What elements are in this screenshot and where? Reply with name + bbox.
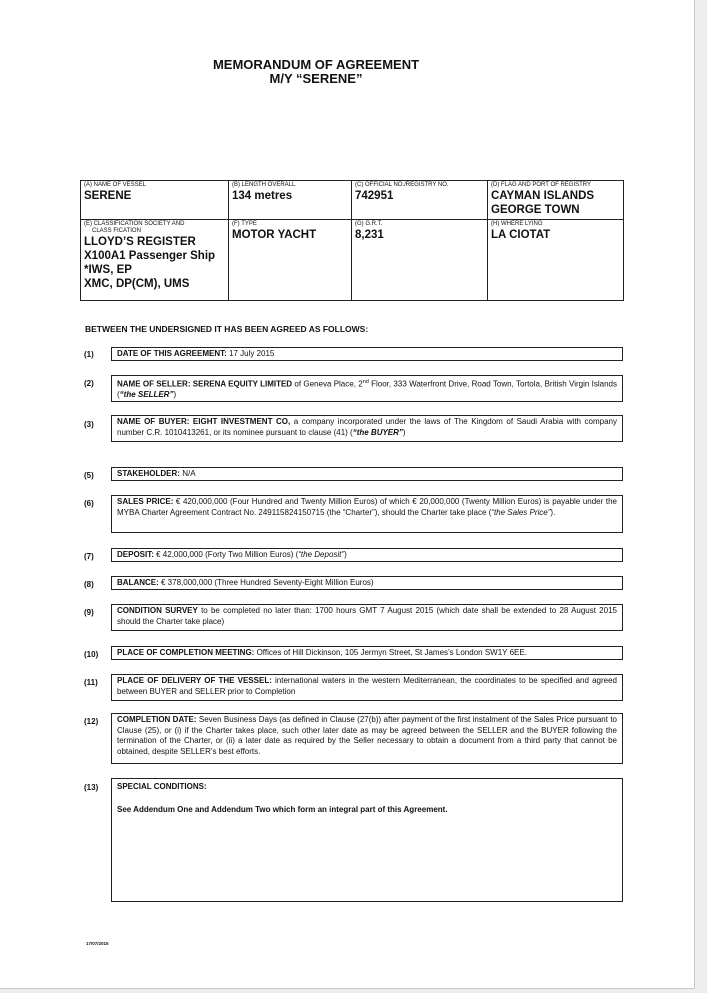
clause-number: (5) — [84, 471, 94, 480]
clause-date-of-agreement — [111, 347, 623, 361]
clause-number: (8) — [84, 580, 94, 589]
field-value: MOTOR YACHT — [232, 229, 317, 241]
clause-sales-price — [111, 495, 623, 533]
clause-completion-meeting — [111, 646, 623, 660]
clause-heading: BALANCE: — [117, 578, 159, 587]
clause-seller — [111, 375, 623, 402]
clause-number: (3) — [84, 420, 94, 429]
field-value: 8,231 — [355, 229, 384, 241]
field-label: (F) TYPE — [232, 221, 257, 227]
clause-number: (6) — [84, 499, 94, 508]
field-label: (C) OFFICIAL NO./REGISTRY NO. — [355, 182, 449, 188]
clause-heading: DATE OF THIS AGREEMENT: — [117, 349, 227, 358]
clause-defined-term: “the SELLER” — [119, 390, 174, 400]
cell-official-no — [352, 181, 488, 220]
field-label: (G) G.R.T. — [355, 221, 383, 227]
clause-number: (13) — [84, 783, 99, 792]
clause-text: ). — [550, 507, 556, 517]
clause-heading: DEPOSIT: — [117, 550, 154, 559]
clause-text: Offices of Hill Dickinson, 105 Jermyn Street, St James’s London SW1Y 6EE. — [254, 648, 527, 657]
field-value: 742951 — [355, 190, 394, 202]
clause-heading: COMPLETION DATE: — [117, 715, 197, 724]
clause-heading: PLACE OF COMPLETION MEETING: — [117, 648, 255, 657]
field-label: (H) WHERE LYING — [491, 221, 543, 227]
cell-vessel-name — [81, 181, 229, 220]
clause-text: € 420,000,000 (Four Hundred and Twenty Million Euros) of which € 20,000,000 (Twenty Million Euros) is payable under the MYBA Charter Agreement Contract No. 249115824150715 (the “Charter”), should the Charter take place ( — [117, 497, 617, 517]
field-value — [84, 277, 226, 291]
clause-condition-survey — [111, 604, 623, 631]
clause-defined-term: “the BUYER” — [352, 427, 403, 437]
class-notation: MC, DP(CM), UMS — [91, 278, 190, 290]
clause-text: a company incorporated under the laws of The Kingdom of Saudi Arabia with company number C.R. 1010413261, or its nominee pursuant to clause (41) ( — [117, 417, 618, 437]
clause-text: € 378,000,000 (Three Hundred Seventy-Eight Million Euros) — [158, 578, 374, 587]
field-value: LA CIOTAT — [491, 229, 551, 241]
clause-heading: SALES PRICE: — [117, 497, 174, 506]
clause-defined-term: “the Sales Price” — [491, 507, 551, 517]
field-label: (D) FLAG AND PORT OF REGISTRY — [491, 182, 592, 188]
clause-heading: PLACE OF DELIVERY OF THE VESSEL: — [117, 676, 272, 685]
clause-number: (1) — [84, 350, 94, 359]
clause-heading: CONDITION SURVEY — [117, 606, 198, 615]
class-mark: X — [84, 278, 92, 290]
footer-date-code: 17/07/2015 — [86, 941, 109, 946]
clause-text: to be completed no later than: 1700 hours GMT 7 August 2015 (which date shall be extended to 28 August 2015 should the Charter take place) — [117, 606, 617, 626]
cell-where-lying — [488, 220, 624, 301]
document-title: MEMORANDUM OF AGREEMENT — [212, 57, 420, 72]
document-subtitle: M/Y “SERENE” — [269, 71, 363, 86]
clause-text: international waters in the western Mediterranean, the coordinates to be specified and agreed between BUYER and SELLER prior to Completion — [117, 676, 617, 696]
clause-text: of Geneva Place, 2 — [292, 379, 363, 389]
clause-text: Floor, 333 Waterfront Drive, Road Town, Tortola, British Virgin Islands ( — [117, 379, 617, 400]
field-label: (B) LENGTH OVERALL — [232, 182, 296, 188]
field-value — [84, 249, 226, 263]
clause-text: See Addendum One and Addendum Two which form an integral part of this Agreement. — [117, 804, 448, 814]
cell-flag-port — [488, 181, 624, 220]
clause-text: ) — [173, 390, 177, 400]
cell-classification — [81, 220, 229, 301]
clause-superscript: nd — [362, 379, 369, 385]
clause-special-conditions — [111, 778, 623, 902]
clause-text: ) — [402, 427, 406, 437]
field-value: 134 metres — [232, 190, 293, 202]
vessel-particulars-table — [80, 180, 624, 301]
clause-number: (12) — [84, 717, 99, 726]
agreement-preamble: BETWEEN THE UNDERSIGNED IT HAS BEEN AGREED AS FOLLOWS: — [85, 324, 369, 334]
class-notation: 100A1 Passenger Ship — [91, 250, 216, 262]
clause-text: Seven Business Days (as defined in Clause (27(b)) after payment of the first instalment of the Sales Price pursuant to Clause (25), or (i) if the Charter takes place, such other later date as may be agreed between the SELLER and the BUYER following the termination of the Charter, or (ii) a later date as required by the Seller necessary to obtain a document from a third party that cannot be obtained, despite SELLER’s best efforts. — [117, 715, 618, 756]
clause-heading: NAME OF BUYER: EIGHT INVESTMENT CO, — [117, 417, 291, 426]
field-label: (A) NAME OF VESSEL — [84, 182, 147, 188]
clause-number: (2) — [84, 379, 94, 388]
clause-deposit — [111, 548, 623, 562]
field-value: CAYMAN ISLANDS — [491, 190, 595, 202]
clause-heading: SPECIAL CONDITIONS: — [117, 782, 207, 791]
field-label: CLASS FICATION — [92, 228, 141, 234]
field-value: SERENE — [84, 190, 132, 202]
clause-stakeholder — [111, 467, 623, 481]
cell-length-overall — [229, 181, 352, 220]
field-value: LLOYD’S REGISTER — [84, 236, 196, 248]
clause-heading: STAKEHOLDER: — [117, 469, 180, 478]
clause-text: 17 July 2015 — [226, 349, 275, 358]
clause-defined-term: “the Deposit” — [298, 550, 345, 559]
clause-text: € 42,000,000 (Forty Two Million Euros) ( — [153, 550, 299, 559]
clause-completion-date — [111, 713, 623, 764]
field-value: GEORGE TOWN — [491, 204, 580, 216]
field-value: *IWS, EP — [84, 264, 132, 276]
clause-number: (9) — [84, 608, 94, 617]
clause-number: (11) — [84, 678, 98, 687]
clause-number: (7) — [84, 552, 94, 561]
clause-balance — [111, 576, 623, 590]
clause-heading: NAME OF SELLER: SERENA EQUITY LIMITED — [117, 379, 293, 389]
class-mark: X — [84, 250, 92, 262]
field-label: (E) CLASSIFICATION SOCIETY AND — [84, 221, 185, 227]
cell-type — [229, 220, 352, 301]
clause-place-of-delivery — [111, 674, 623, 701]
cell-grt — [352, 220, 488, 301]
clause-buyer — [111, 415, 623, 442]
clause-text: N/A — [179, 469, 196, 478]
clause-number: (10) — [84, 650, 99, 659]
clause-text: ) — [344, 550, 347, 559]
